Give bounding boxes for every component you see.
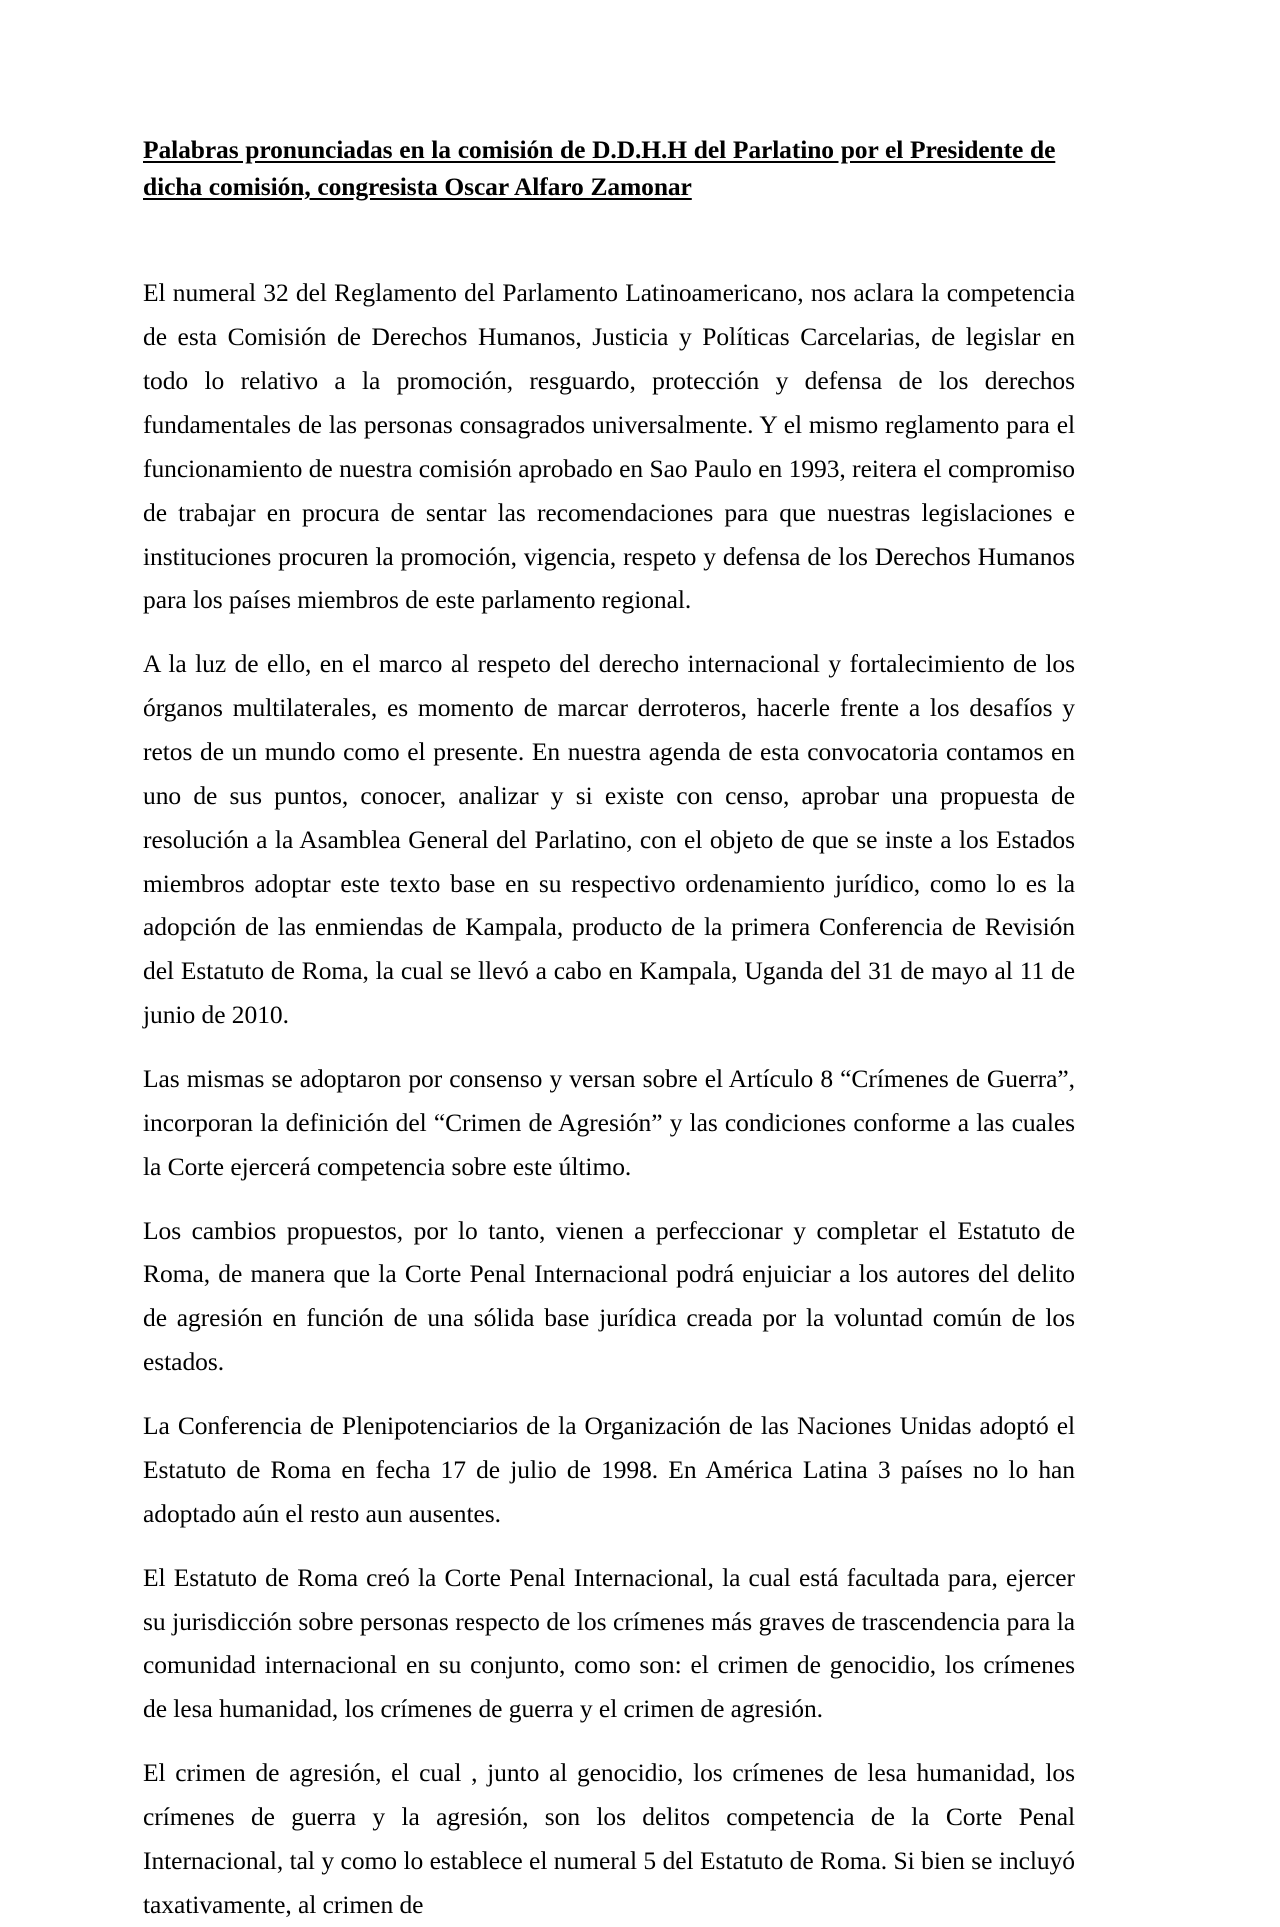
document-title: Palabras pronunciadas en la comisión de D.D.H.H del Parlatino por el Presidente de dicha comisión, congresista Oscar Alfaro Zamonar: [143, 135, 1056, 201]
paragraph: El crimen de agresión, el cual , junto al genocidio, los crímenes de lesa humanidad, los crímenes de guerra y la agresión, son los delitos competencia de la Corte Penal Internacional, tal y como lo establece el numeral 5 del Estatuto de Roma. Si bien se incluyó taxativamente, al crimen de: [143, 1758, 1075, 1919]
paragraph: Las mismas se adoptaron por consenso y versan sobre el Artículo 8 “Crímenes de Guerra”, incorporan la definición del “Crimen de Agresión” y las condiciones conforme a las cuales la Corte ejercerá competencia sobre este último.: [143, 1064, 1075, 1181]
paragraph: La Conferencia de Plenipotenciarios de la Organización de las Naciones Unidas adoptó el Estatuto de Roma en fecha 17 de julio de 1998. En América Latina 3 países no lo han adoptado aún el resto aun ausentes.: [143, 1411, 1075, 1528]
paragraph: El numeral 32 del Reglamento del Parlamento Latinoamericano, nos aclara la competencia de esta Comisión de Derechos Humanos, Justicia y Políticas Carcelarias, de legislar en todo lo relativo a la promoción, resguardo, protección y defensa de los derechos fundamentales de las personas consagrados universalmente. Y el mismo reglamento para el funcionamiento de nuestra comisión aprobado en Sao Paulo en 1993, reitera el compromiso de trabajar en procura de sentar las recomendaciones para que nuestras legislaciones e instituciones procuren la promoción, vigencia, respeto y defensa de los Derechos Humanos para los países miembros de este parlamento regional.: [143, 278, 1075, 615]
paragraph-list: [143, 271, 1075, 1926]
paragraph: El Estatuto de Roma creó la Corte Penal Internacional, la cual está facultada para, ejercer su jurisdicción sobre personas respecto de los crímenes más graves de trascendencia para la comunidad internacional en su conjunto, como son: el crimen de genocidio, los crímenes de lesa humanidad, los crímenes de guerra y el crimen de agresión.: [143, 1562, 1075, 1724]
title-body-spacer: [143, 205, 1075, 271]
document-body: [143, 132, 1075, 1927]
paragraph: Los cambios propuestos, por lo tanto, vienen a perfeccionar y completar el Estatuto de Roma, de manera que la Corte Penal Internacional podrá enjuiciar a los autores del delito de agresión en función de una sólida base jurídica creada por la voluntad común de los estados.: [143, 1215, 1075, 1377]
paragraph: A la luz de ello, en el marco al respeto del derecho internacional y fortalecimiento de los órganos multilaterales, es momento de marcar derroteros, hacerle frente a los desafíos y retos de un mundo como el presente. En nuestra agenda de esta convocatoria contamos en uno de sus puntos, conocer, analizar y si existe con censo, aprobar una propuesta de resolución a la Asamblea General del Parlatino, con el objeto de que se inste a los Estados miembros adoptar este texto base en su respectivo ordenamiento jurídico, como lo es la adopción de las enmiendas de Kampala, producto de la primera Conferencia de Revisión del Estatuto de Roma, la cual se llevó a cabo en Kampala, Uganda del 31 de mayo al 11 de junio de 2010.: [143, 649, 1075, 1030]
